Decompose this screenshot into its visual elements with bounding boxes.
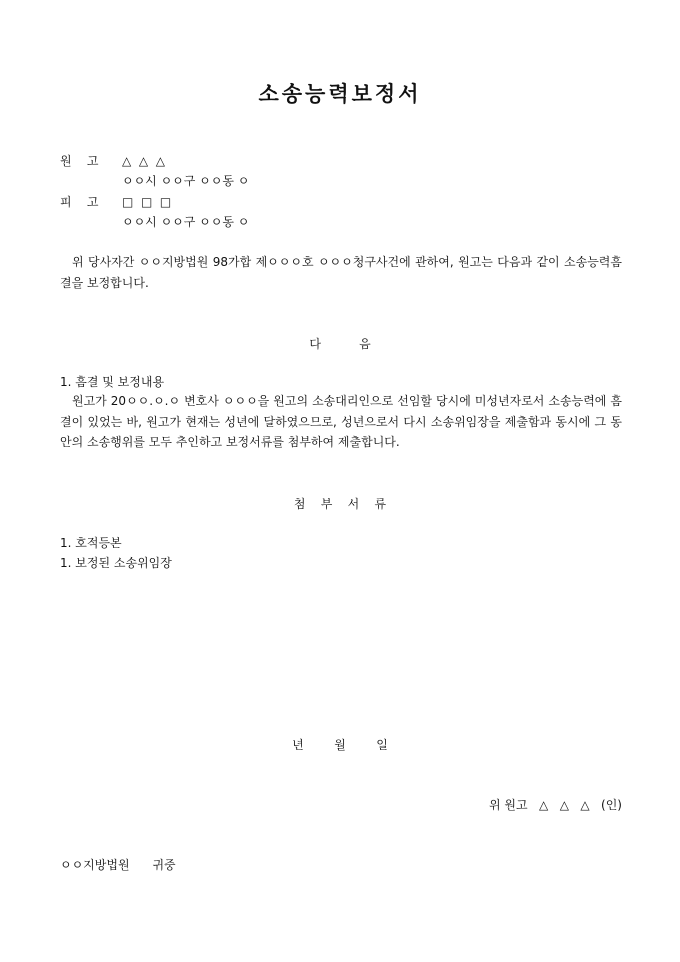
document-title: 소송능력보정서 — [258, 82, 422, 106]
plaintiff-address: ㅇㅇ시 ㅇㅇ구 ㅇㅇ동 ㅇ — [122, 174, 250, 188]
attachment-item: 1. 보정된 소송위임장 — [60, 556, 172, 570]
signature-line: 위 원고 △ △ △ (인) — [488, 798, 622, 812]
section1-body: 원고가 20ㅇㅇ.ㅇ.ㅇ 변호사 ㅇㅇㅇ을 원고의 소송대리인으로 선임할 당시에 미성년자로서 소송능력에 흠결이 있었는 바, 원고가 현재는 성년에 달하였으므로, 성년으로서 다시 소송위임장을 제출함과 동시에 그 동안의 소송행위를 모두 추인하고 보정서류를 첨부하여 제출합니다. — [60, 394, 622, 449]
plaintiff-name: △ △ △ — [122, 154, 165, 168]
defendant-name: □ □ □ — [122, 195, 172, 209]
defendant-label: 피 고 — [60, 195, 99, 209]
intro-paragraph: 위 당사자간 ㅇㅇ지방법원 98가합 제ㅇㅇㅇ호 ㅇㅇㅇ청구사건에 관하여, 원고는 다음과 같이 소송능력흠결을 보정합니다. — [60, 255, 622, 290]
attachments-heading: 첨 부 서 류 — [293, 497, 387, 511]
section1-heading: 1. 흠결 및 보정내용 — [60, 375, 165, 389]
date-line: 년 월 일 — [292, 738, 388, 752]
defendant-address: ㅇㅇ시 ㅇㅇ구 ㅇㅇ동 ㅇ — [122, 215, 250, 229]
attachment-item: 1. 호적등본 — [60, 536, 122, 550]
court-addressee: ㅇㅇ지방법원 귀중 — [60, 858, 176, 872]
plaintiff-label: 원 고 — [60, 154, 99, 168]
next-heading: 다 음 — [309, 337, 371, 351]
